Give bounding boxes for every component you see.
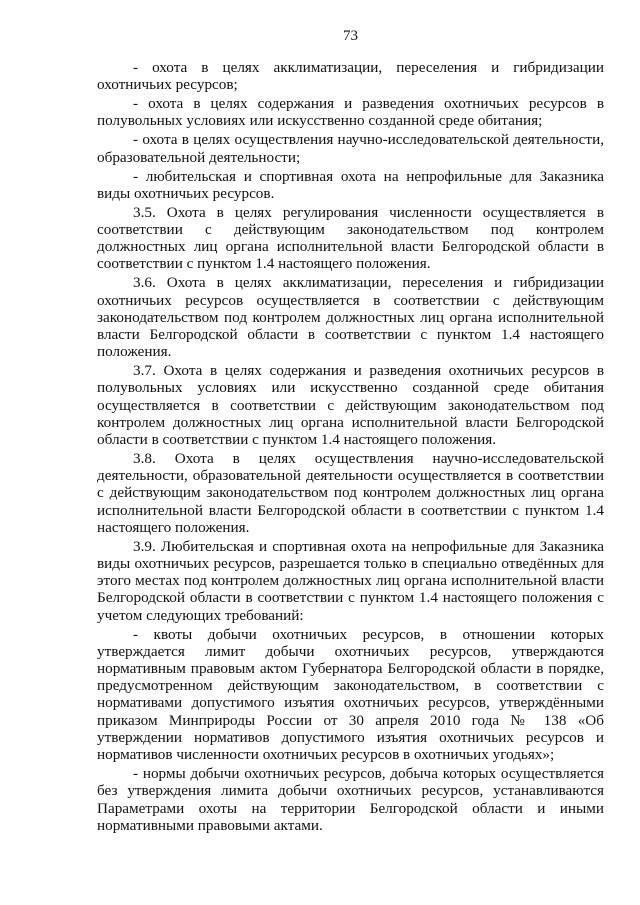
clause-3-9: 3.9. Любительская и спортивная охота на непрофильные для Заказника виды охотничьих ресурсов, разрешается только в специально отведённых для этого местах под контролем должностных лиц органа исполнительной власти Белгородской области в соответствии с пунктом 1.4 настоящего положения с учетом следующих требований: (97, 537, 604, 624)
clause-3-6: 3.6. Охота в целях акклиматизации, переселения и гибридизации охотничьих ресурсов осуществляется в соответствии с действующим законодательством под контролем должностных лиц органа исполнительной власти Белгородской области в соответствии с пунктом 1.4 настоящего положения. (97, 274, 604, 361)
list-item-breeding: - охота в целях содержания и разведения охотничьих ресурсов в полувольных условиях или искусственно созданной среде обитания; (97, 95, 604, 130)
clause-3-8: 3.8. Охота в целях осуществления научно-исследовательской деятельности, образовательной деятельности осуществляется в соответствии с действующим законодательством под контролем должностных лиц органа исполнительной власти Белгородской области в соответствии с пунктом 1.4 настоящего положения. (97, 450, 604, 536)
list-item-acclimatization: - охота в целях акклиматизации, переселения и гибридизации охотничьих ресурсов; (97, 59, 604, 94)
list-item-norms: - нормы добычи охотничьих ресурсов, добыча которых осуществляется без утверждения лимита добычи охотничьих ресурсов, устанавливаются Параметрами охоты на территории Белгородской области и иными нормативными правовыми актами. (97, 765, 604, 834)
list-item-quotas: - квоты добычи охотничьих ресурсов, в отношении которых утверждается лимит добычи охотничьих ресурсов, утверждаются нормативным правовым актом Губернатора Белгородской области в порядке, предусмотренном действующим законодательством, в соответствии с нормативами допустимого изъятия охотничьих ресурсов, утверждёнными приказом Минприроды России от 30 апреля 2010 года № 138 «Об утверждении нормативов допустимого изъятия охотничьих ресурсов и нормативов численности охотничьих ресурсов в охотничьих угодьях»; (97, 625, 604, 764)
list-item-research: - охота в целях осуществления научно-исследовательской деятельности, образовательной деятельности; (97, 131, 604, 166)
clause-3-7: 3.7. Охота в целях содержания и разведения охотничьих ресурсов в полувольных условиях или искусственно созданной среде обитания осуществляется в соответствии с действующим законодательством под контролем должностных лиц органа исполнительной власти Белгородской области в соответствии с пунктом 1.4 настоящего положения. (97, 362, 604, 449)
list-item-amateur-hunting: - любительская и спортивная охота на непрофильные для Заказника виды охотничьих ресурсов. (97, 167, 604, 202)
page-number: 73 (343, 28, 358, 44)
document-body (97, 59, 604, 834)
clause-3-5: 3.5. Охота в целях регулирования численности осуществляется в соответствии с действующим законодательством под контролем должностных лиц органа исполнительной власти Белгородской области в соответствии с пунктом 1.4 настоящего положения. (97, 203, 604, 273)
